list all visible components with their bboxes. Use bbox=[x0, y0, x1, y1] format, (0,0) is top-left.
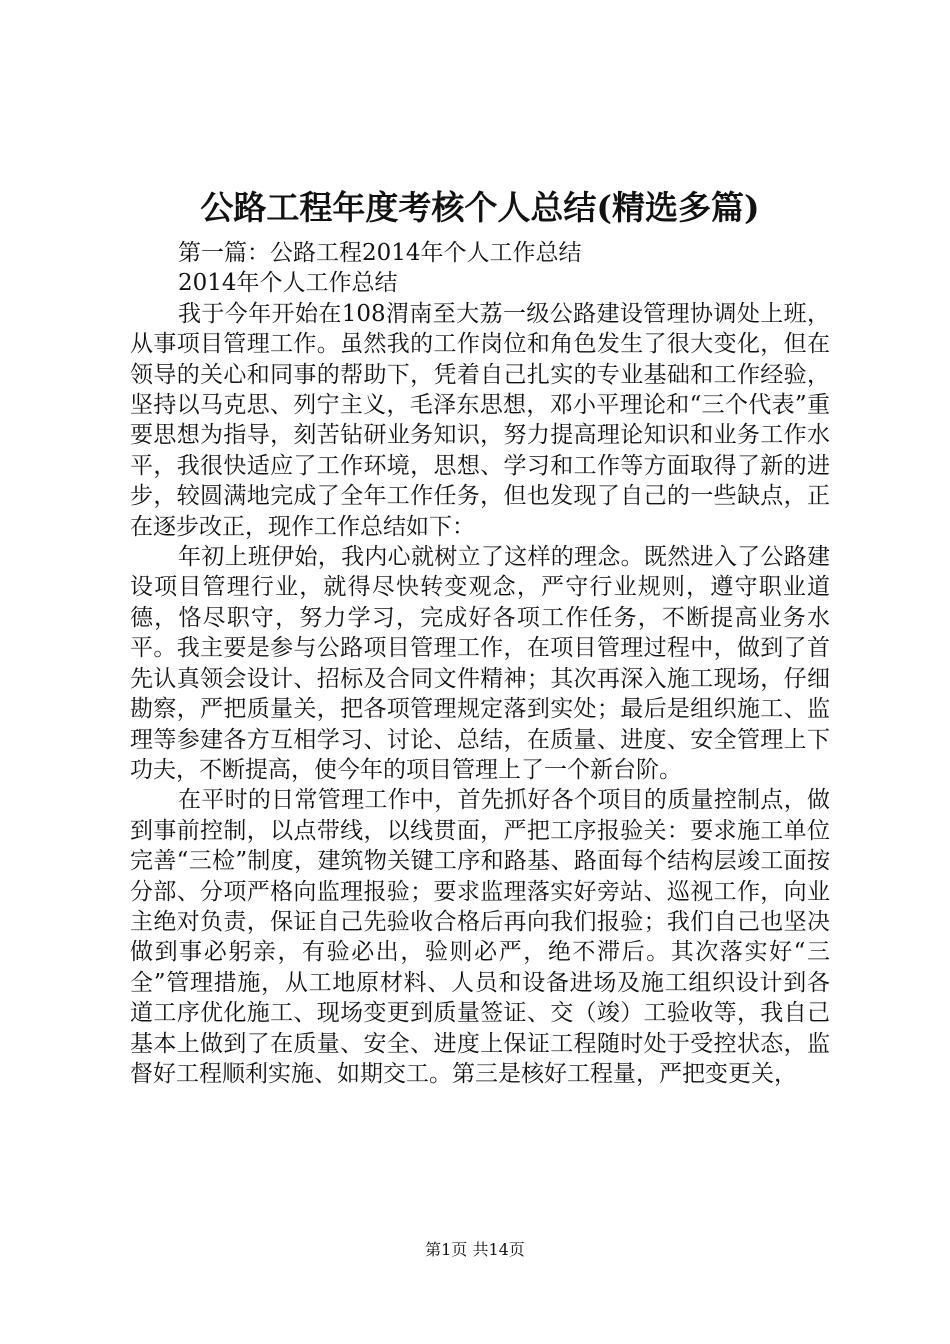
paragraph-3: 在平时的日常管理工作中，首先抓好各个项目的质量控制点，做到事前控制，以点带线，以线贯面，严把工序报验关：要求施工单位完善“三检”制度，建筑物关键工序和路基、路面每个结构层竣工面按分部、分项严格向监理报验；要求监理落实好旁站、巡视工作，向业主绝对负责，保证自己先验收合格后再向我们报验；我们自己也坚决做到事必躬亲，有验必出，验则必严，绝不滞后。其次落实好“三全”管理措施，从工地原材料、人员和设备进场及施工组织设计到各道工序优化施工、现场变更到质量签证、交（竣）工验收等，我自己基本上做到了在质量、安全、进度上保证工程随时处于受控状态，监督好工程顺利实施、如期交工。第三是核好工程量，严把变更关， bbox=[130, 787, 830, 1087]
paragraph-2: 年初上班伊始，我内心就树立了这样的理念。既然进入了公路建设项目管理行业，就得尽快转变观念，严守行业规则，遵守职业道德，恪尽职守，努力学习，完成好各项工作任务，不断提高业务水平。我主要是参与公路项目管理工作，在项目管理过程中，做到了首先认真领会设计、招标及合同文件精神；其次再深入施工现场，仔细勘察，严把质量关，把各项管理规定落到实处；最后是组织施工、监理等参建各方互相学习、讨论、总结，在质量、进度、安全管理上下功夫，不断提高，使今年的项目管理上了一个新台阶。 bbox=[130, 544, 830, 783]
page-number-footer: 第1页 共14页 bbox=[425, 1240, 525, 1259]
document-title: 公路工程年度考核个人总结(精选多篇) bbox=[200, 188, 760, 227]
document-page bbox=[130, 178, 830, 1089]
subheading: 2014年个人工作总结 bbox=[178, 270, 398, 297]
section-heading: 第一篇：公路工程2014年个人工作总结 bbox=[178, 240, 582, 266]
paragraph-1: 我于今年开始在108渭南至大荔一级公路建设管理协调处上班，从事项目管理工作。虽然我的工作岗位和角色发生了很大变化，但在领导的关心和同事的帮助下，凭着自己扎实的专业基础和工作经验，坚持以马克思、列宁主义，毛泽东思想，邓小平理论和“三个代表”重要思想为指导，刻苦钻研业务知识，努力提高理论知识和业务工作水平，我很快适应了工作环境，思想、学习和工作等方面取得了新的进步，较圆满地完成了全年工作任务，但也发现了自己的一些缺点，正在逐步改正，现作工作总结如下： bbox=[130, 300, 830, 540]
